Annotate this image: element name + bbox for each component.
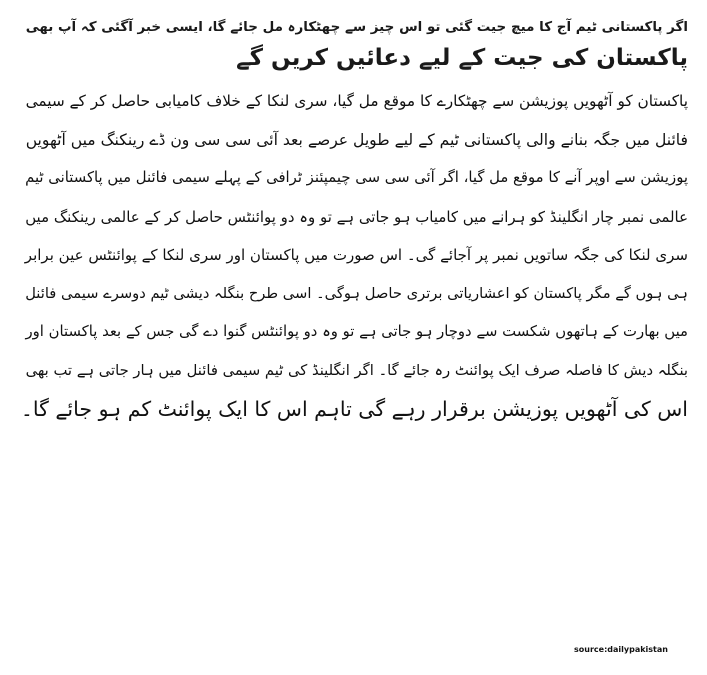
article-body (18, 82, 688, 429)
body-line: ہی ہوں گے مگر پاکستان کو اعشاریاتی برتری حاصل ہوگی۔ اسی طرح بنگلہ دیشی ٹیم دوسرے سیمی فائنل (25, 284, 688, 302)
body-line: اس کی آٹھویں پوزیشن برقرار رہے گی تاہم اس کا ایک پوائنٹ کم ہو جائے گا۔ (20, 397, 688, 421)
body-line: پاکستان کو آٹھویں پوزیشن سے چھٹکارے کا موقع مل گیا، سری لنکا کے خلاف کامیابی حاصل کر کے سیمی (25, 92, 688, 110)
body-line: میں بھارت کے ہاتھوں شکست سے دوچار ہو جاتی ہے تو وہ دو پوائنٹس گنوا دے گی جس کے بعد پاکستان اور (25, 323, 688, 340)
body-line: بنگلہ دیش کا فاصلہ صرف ایک پوائنٹ رہ جائے گا۔ اگر انگلینڈ کی ٹیم سیمی فائنل میں ہار جاتی ہے تب بھی (25, 361, 688, 379)
source-credit: source:dailypakistan (574, 645, 668, 654)
headline-line: پاکستان کی جیت کے لیے دعائیں کریں گے (236, 45, 688, 71)
body-line: پوزیشن سے اوپر آنے کا موقع مل گیا، اگر آئی سی سی چیمپئنز ٹرافی کے پہلے سیمی فائنل میں پاکستانی ٹیم (25, 169, 688, 186)
headline-line: اگر پاکستانی ٹیم آج کا میچ جیت گئی تو اس چیز سے چھٹکارہ مل جائے گا، ایسی خبر آگئی کہ آپ بھی (25, 19, 688, 35)
body-line: سری لنکا کی جگہ ساتویں نمبر پر آجائے گی۔ اس صورت میں پاکستان اور سری لنکا کے پوائنٹس عین برابر (24, 246, 688, 264)
article (18, 12, 688, 429)
body-line: فائنل میں جگہ بنانے والی پاکستانی ٹیم کے لیے طویل عرصے بعد آئی سی سی ون ڈے رینکنگ میں آٹھویں (25, 130, 688, 149)
article-headline (18, 12, 688, 74)
body-line: عالمی نمبر چار انگلینڈ کو ہرانے میں کامیاب ہو جاتی ہے تو وہ دو پوائنٹس حاصل کر کے عالمی رینکنگ میں (25, 207, 688, 226)
